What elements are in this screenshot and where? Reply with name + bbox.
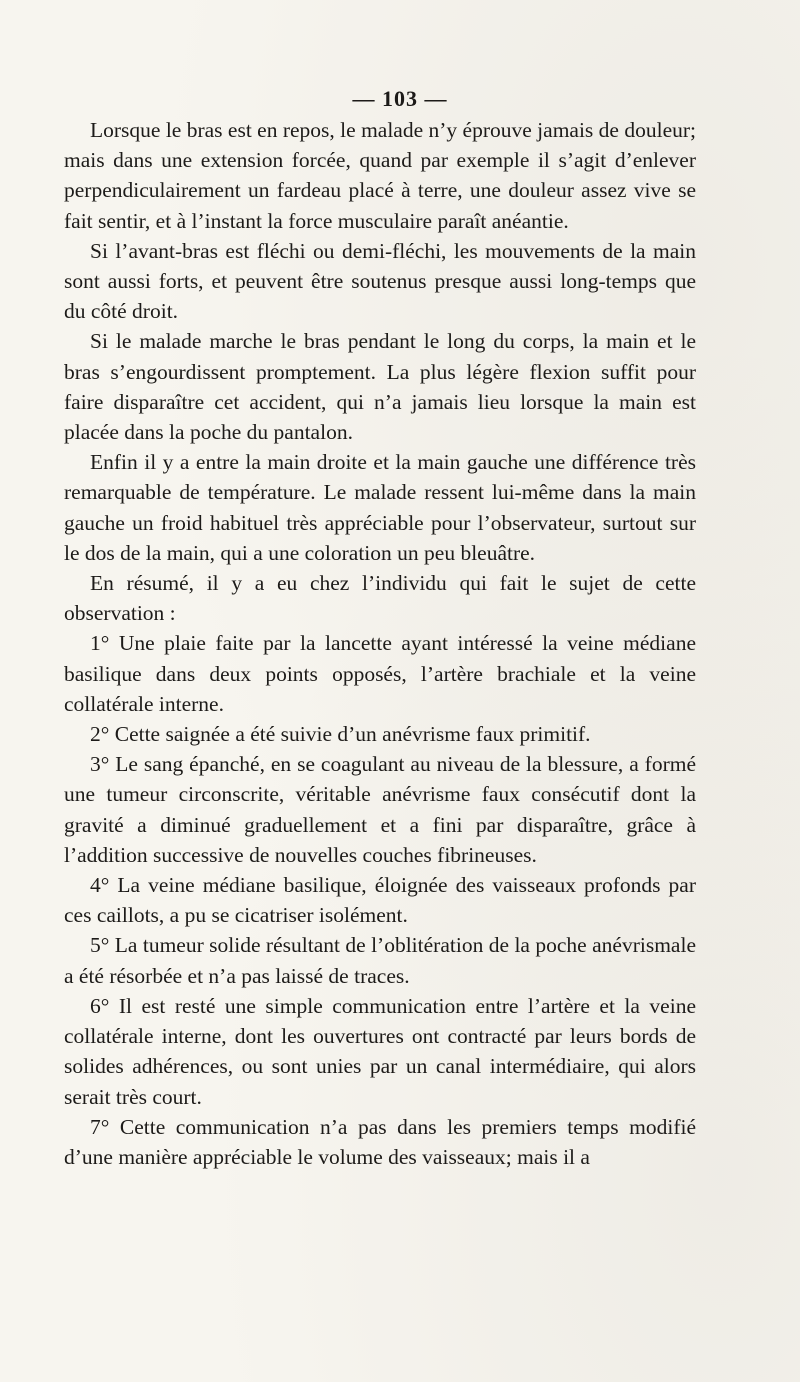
paragraph-2: Si l’avant-bras est fléchi ou demi-fléchi, les mouvements de la main sont aussi forts, et peuvent être soutenus presque aussi long-temps que du côté droit. — [64, 238, 696, 324]
list-item-5: 5° La tumeur solide résultant de l’oblitération de la poche anévrismale a été résorbée et n’a pas laissé de traces. — [64, 933, 696, 988]
list-item-7: 7° Cette communication n’a pas dans les premiers temps modifié d’une manière appréciable le volume des vaisseaux; mais il a — [64, 1114, 696, 1169]
body-text — [64, 115, 696, 1172]
paragraph-3: Si le malade marche le bras pendant le long du corps, la main et le bras s’engourdissent promptement. La plus légère flexion suffit pour faire disparaître cet accident, qui n’a jamais lieu lorsque la main est placée dans la poche du pantalon. — [64, 329, 696, 445]
list-item-3: 3° Le sang épanché, en se coagulant au niveau de la blessure, a formé une tumeur circonscrite, véritable anévrisme faux consécutif dont la gravité a diminué graduellement et a fini par disparaître, grâce à l’addition successive de nouvelles couches fibrineuses. — [64, 752, 696, 867]
paragraph-5: En résumé, il y a eu chez l’individu qui fait le sujet de cette observation : — [64, 571, 696, 626]
list-item-2: 2° Cette saignée a été suivie d’un anévrisme faux primitif. — [90, 722, 591, 747]
list-item-1: 1° Une plaie faite par la lancette ayant intéressé la veine médiane basilique dans deux points opposés, l’artère brachiale et la veine collatérale interne. — [64, 631, 696, 716]
page-number: — 103 — — [352, 86, 448, 111]
paragraph-1: Lorsque le bras est en repos, le malade n’y éprouve jamais de douleur; mais dans une extension forcée, quand par exemple il s’agit d’enlever perpendiculairement un fardeau placé à terre, une douleur assez vive se fait sentir, et à l’instant la force musculaire paraît anéantie. — [64, 118, 696, 233]
list-item-6: 6° Il est resté une simple communication entre l’artère et la veine collatérale interne, dont les ouvertures ont contracté par leurs bords de solides adhérences, ou sont unies par un canal intermédiaire, qui alors serait très court. — [64, 993, 696, 1109]
paragraph-4: Enfin il y a entre la main droite et la main gauche une différence très remarquable de température. Le malade ressent lui-même dans la main gauche un froid habituel très appréciable pour l’observateur, surtout sur le dos de la main, qui a une coloration un peu bleuâtre. — [64, 450, 696, 565]
list-item-4: 4° La veine médiane basilique, éloignée des vaisseaux profonds par ces caillots, a pu se cicatriser isolément. — [64, 873, 696, 928]
